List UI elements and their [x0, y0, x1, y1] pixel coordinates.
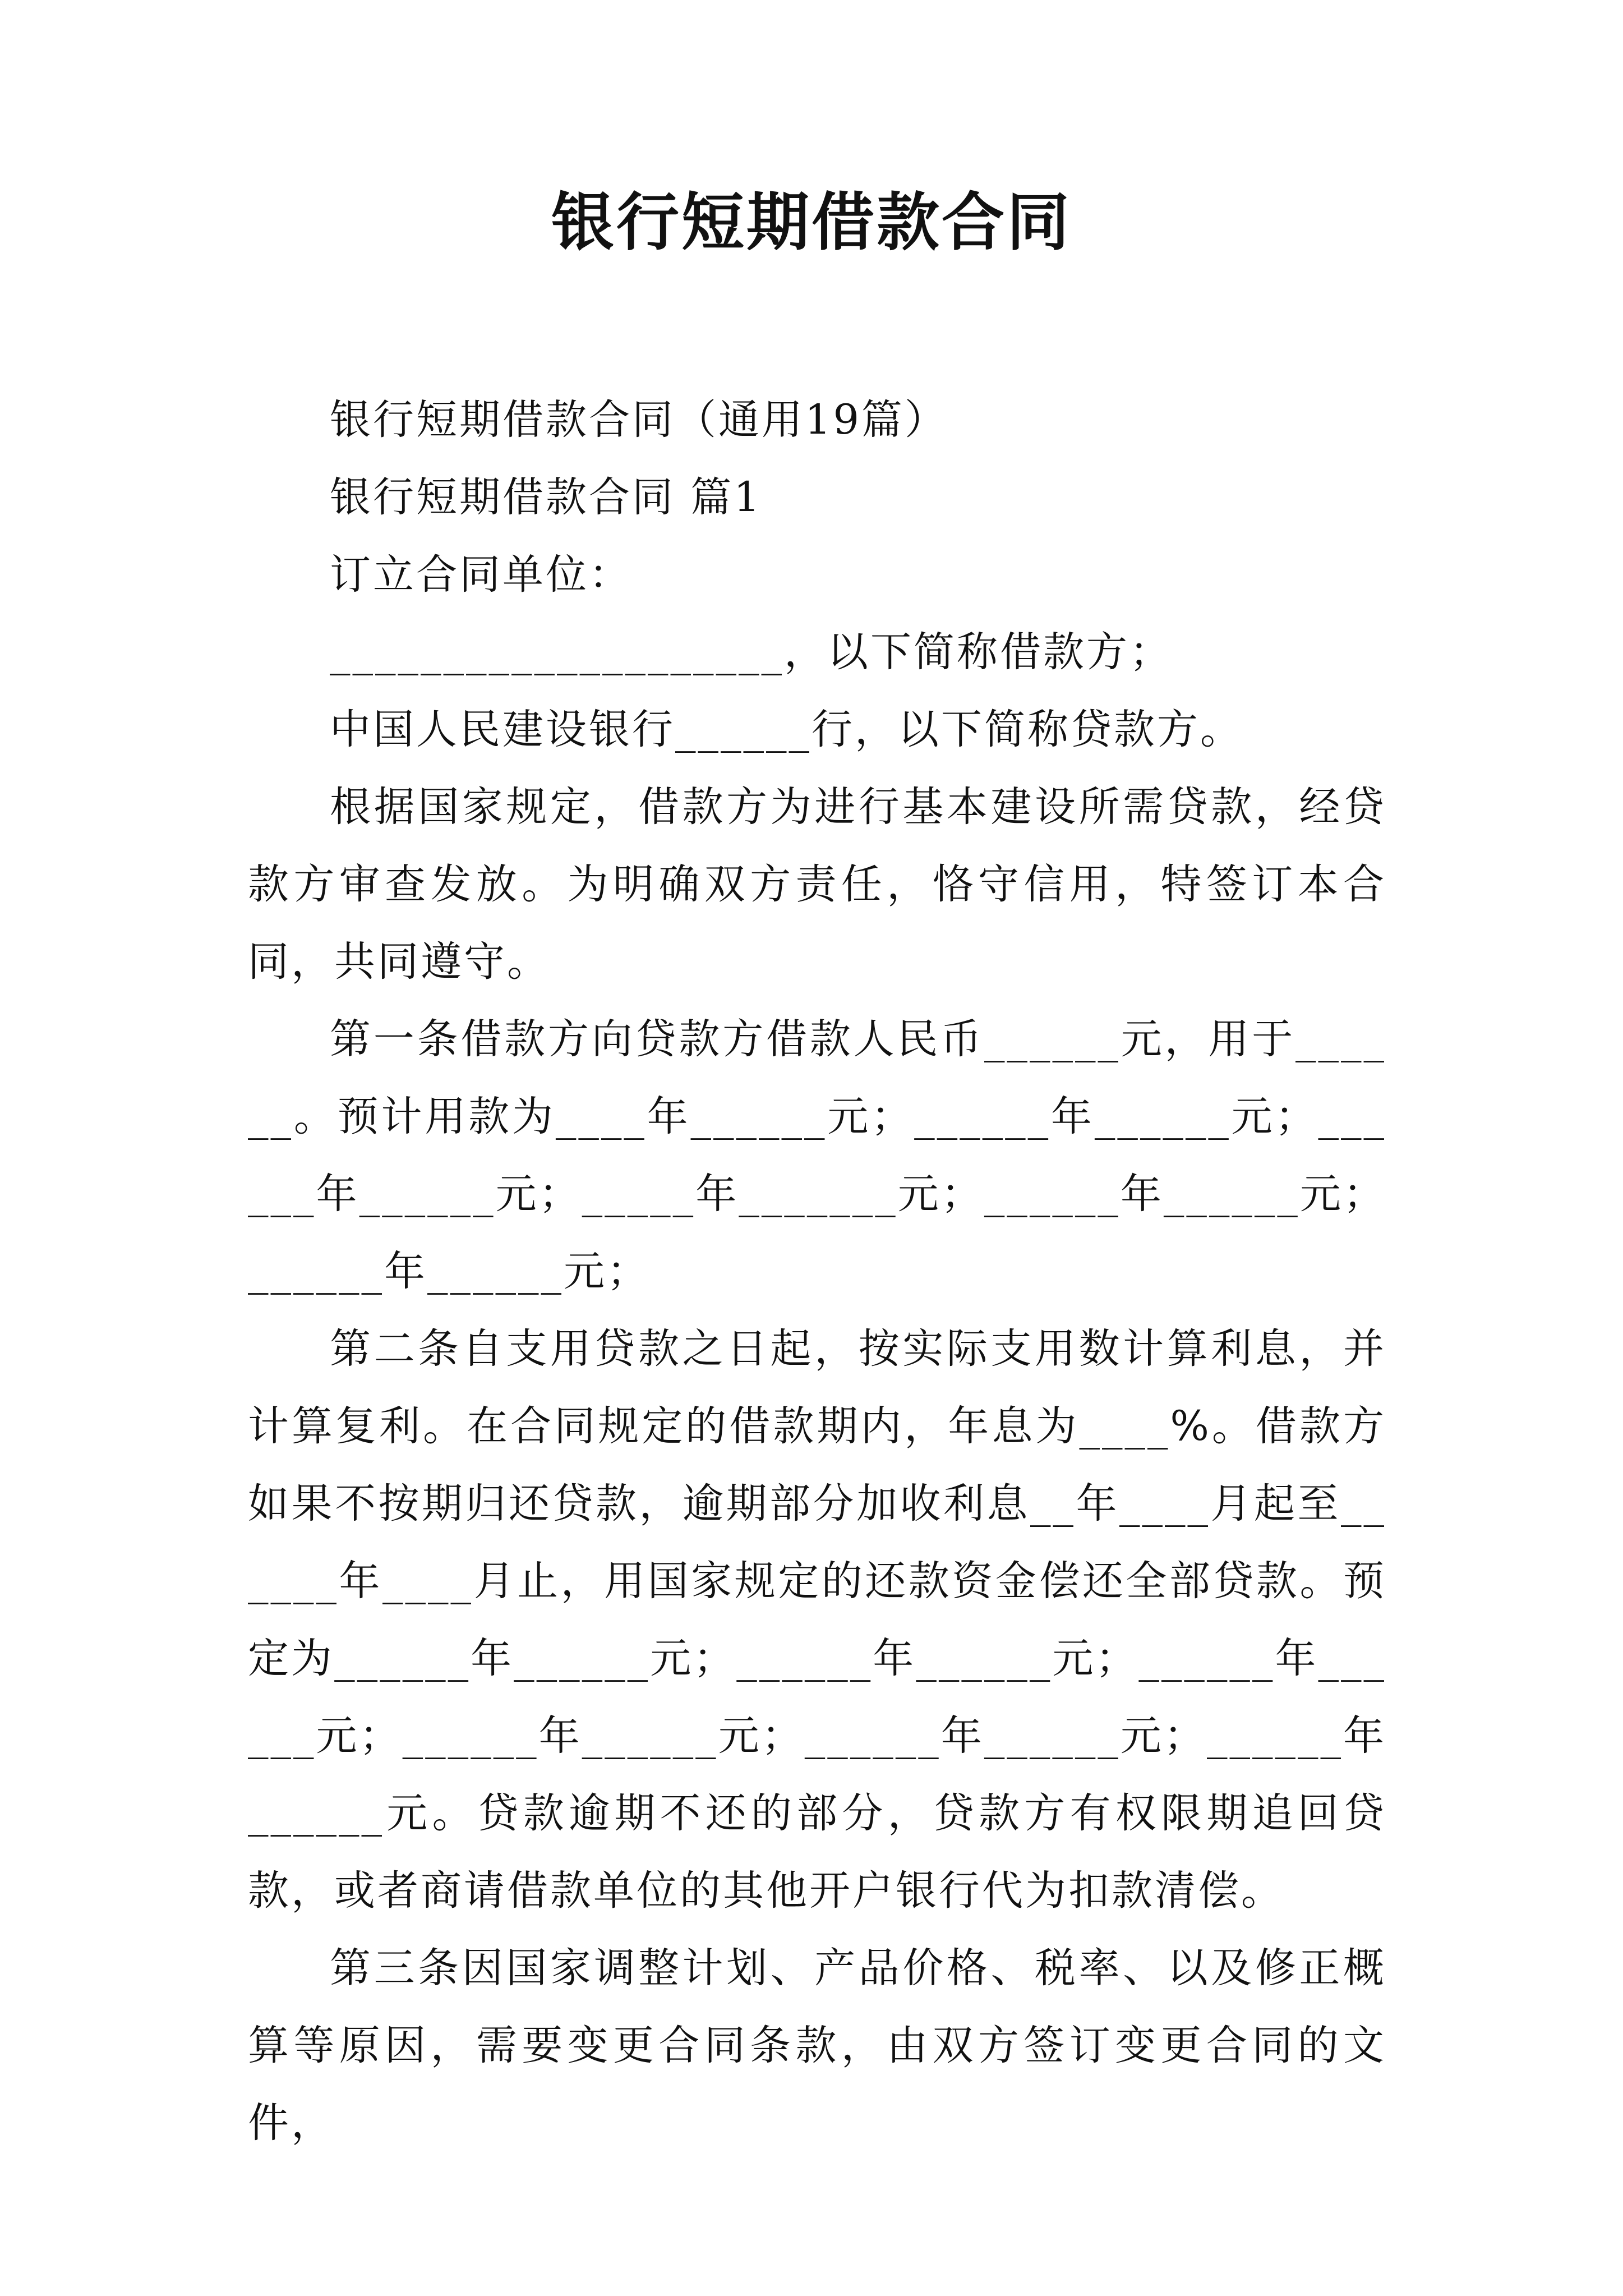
subtitle-collection: 银行短期借款合同（通用19篇）	[330, 396, 948, 444]
lender-line: 中国人民建设银行______行，以下简称贷款方。	[330, 706, 1243, 753]
section-heading: 银行短期借款合同 篇1	[330, 473, 762, 521]
preamble-paragraph: 根据国家规定，借款方为进行基本建设所需贷款，经贷款方审查发放。为明确双方责任，恪守信用，特签订本合同，共同遵守。	[248, 783, 1386, 986]
document-title: 银行短期借款合同	[551, 186, 1072, 259]
borrower-line: ____________________，以下简称借款方；	[330, 628, 1173, 676]
article-3-paragraph: 第三条因国家调整计划、产品价格、税率、以及修正概算等原因，需要变更合同条款，由双方签订变更合同的文件，	[248, 1944, 1386, 2147]
parties-label: 订立合同单位：	[330, 551, 632, 599]
article-2-paragraph: 第二条自支用贷款之日起，按实际支用数计算利息，并计算复利。在合同规定的借款期内，年息为____%。借款方如果不按期归还贷款，逾期部分加收利息__年____月起至______年____月止，用国家规定的还款资金偿还全部贷款。预定为______年______元；______年______元；______年______元；______年______元；______年______元；______年______元。贷款逾期不还的部分，贷款方有权限期追回贷款，或者商请借款单位的其他开户银行代为扣款清偿。	[248, 1325, 1386, 1915]
article-1-paragraph: 第一条借款方向贷款方借款人民币______元，用于______。预计用款为____年______元；______年______元；______年______元；_____年_______元；______年______元；______年______元；	[248, 1015, 1386, 1295]
document-body	[248, 381, 1386, 2162]
